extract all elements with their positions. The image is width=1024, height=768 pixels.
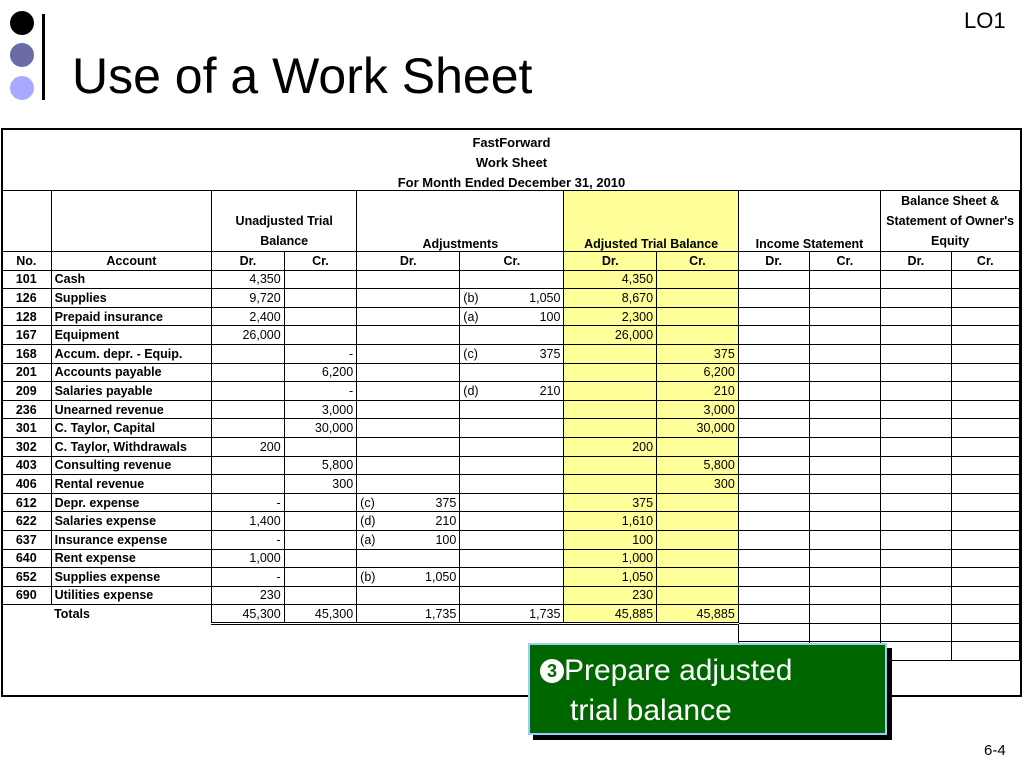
row-adj-cr [460, 382, 564, 401]
row-bs-cr [951, 289, 1019, 308]
row-is-cr [809, 344, 881, 363]
row-bs-dr [881, 363, 951, 382]
totals-adj-cr: 1,735 [460, 605, 564, 624]
row-ut-dr: - [212, 493, 284, 512]
row-adj-dr [357, 270, 460, 289]
row-adj-dr [357, 586, 460, 605]
row-no: 236 [2, 400, 52, 419]
col-adj-dr: Dr. [357, 252, 460, 271]
row-at-dr: 1,610 [564, 512, 657, 531]
col-ut-dr: Dr. [212, 252, 284, 271]
table-row [2, 475, 1020, 494]
row-account: Rental revenue [51, 475, 212, 494]
row-ut-cr [284, 549, 356, 568]
row-is-cr [809, 270, 881, 289]
row-ut-cr: 5,800 [284, 456, 356, 475]
row-account: Utilities expense [51, 586, 212, 605]
totals-row [2, 605, 1020, 624]
row-is-dr [738, 344, 809, 363]
adjustment-amount: 375 [435, 495, 457, 510]
row-is-cr [809, 475, 881, 494]
adjustment-ref: (a) [463, 309, 479, 324]
totals-adj-dr: 1,735 [357, 605, 460, 624]
row-bs-dr [881, 568, 951, 587]
company-name: FastForward [472, 135, 551, 150]
row-no: 209 [2, 382, 52, 401]
row-at-cr: 6,200 [657, 363, 739, 382]
table-row [2, 382, 1020, 401]
col-no: No. [2, 252, 52, 271]
adjustment-amount: 210 [539, 383, 561, 398]
row-adj-dr [357, 456, 460, 475]
row-ut-cr: 3,000 [284, 400, 356, 419]
row-no: 168 [2, 344, 52, 363]
worksheet [1, 128, 1022, 697]
row-account: Accum. depr. - Equip. [51, 344, 212, 363]
row-no: 637 [2, 530, 52, 549]
row-is-dr [738, 586, 809, 605]
row-at-cr [657, 549, 739, 568]
row-adj-dr [357, 400, 460, 419]
row-ut-dr: 1,400 [212, 512, 284, 531]
row-bs-dr [881, 419, 951, 438]
row-ut-cr: 30,000 [284, 419, 356, 438]
row-bs-cr [951, 456, 1019, 475]
row-is-cr [809, 456, 881, 475]
row-ut-cr [284, 530, 356, 549]
col-at-cr: Cr. [657, 252, 739, 271]
col-adj-cr: Cr. [460, 252, 564, 271]
worksheet-table [1, 190, 1020, 661]
row-account: Supplies [51, 289, 212, 308]
row-is-cr [809, 400, 881, 419]
table-row [2, 326, 1020, 345]
row-no: 126 [2, 289, 52, 308]
row-bs-cr [951, 363, 1019, 382]
totals-at-cr: 45,885 [657, 605, 739, 624]
row-no: 301 [2, 419, 52, 438]
row-no: 128 [2, 307, 52, 326]
row-is-dr [738, 493, 809, 512]
row-bs-cr [951, 586, 1019, 605]
row-account: C. Taylor, Withdrawals [51, 437, 212, 456]
row-adj-dr [357, 475, 460, 494]
row-adj-cr [460, 437, 564, 456]
table-row [2, 289, 1020, 308]
row-adj-cr [460, 363, 564, 382]
totals-bs-dr [881, 605, 951, 624]
row-is-cr [809, 326, 881, 345]
row-no: 652 [2, 568, 52, 587]
row-account: Salaries expense [51, 512, 212, 531]
row-adj-dr [357, 530, 460, 549]
section-balance: Balance Sheet & Statement of Owner's Equity [881, 191, 1020, 252]
row-at-dr: 230 [564, 586, 657, 605]
row-account: Salaries payable [51, 382, 212, 401]
row-is-dr [738, 289, 809, 308]
adjustment-ref: (d) [360, 514, 376, 529]
row-at-cr [657, 270, 739, 289]
row-no: 406 [2, 475, 52, 494]
row-adj-dr [357, 419, 460, 438]
row-is-cr [809, 512, 881, 531]
row-at-dr [564, 419, 657, 438]
col-is-dr: Dr. [738, 252, 809, 271]
row-is-dr [738, 382, 809, 401]
row-at-dr: 26,000 [564, 326, 657, 345]
row-ut-dr: - [212, 530, 284, 549]
row-no: 612 [2, 493, 52, 512]
row-at-dr: 2,300 [564, 307, 657, 326]
worksheet-rows [2, 270, 1020, 605]
row-at-cr [657, 530, 739, 549]
row-is-cr [809, 586, 881, 605]
row-at-dr: 1,050 [564, 568, 657, 587]
row-adj-cr [460, 549, 564, 568]
row-no: 690 [2, 586, 52, 605]
row-account: Equipment [51, 326, 212, 345]
table-row [2, 363, 1020, 382]
row-bs-dr [881, 456, 951, 475]
row-adj-cr [460, 344, 564, 363]
row-ut-dr [212, 344, 284, 363]
row-is-cr [809, 382, 881, 401]
row-at-dr: 4,350 [564, 270, 657, 289]
row-at-dr [564, 344, 657, 363]
row-adj-dr [357, 512, 460, 531]
section-adjusted: Adjusted Trial Balance [564, 191, 738, 252]
row-account: Cash [51, 270, 212, 289]
row-bs-cr [951, 549, 1019, 568]
row-at-cr: 30,000 [657, 419, 739, 438]
row-adj-dr [357, 568, 460, 587]
row-adj-cr [460, 493, 564, 512]
row-at-cr: 5,800 [657, 456, 739, 475]
row-bs-dr [881, 382, 951, 401]
row-bs-cr [951, 493, 1019, 512]
section-income: Income Statement [738, 191, 880, 252]
row-at-cr [657, 437, 739, 456]
row-account: Supplies expense [51, 568, 212, 587]
row-bs-dr [881, 475, 951, 494]
row-is-dr [738, 512, 809, 531]
table-row [2, 400, 1020, 419]
row-at-cr: 210 [657, 382, 739, 401]
row-at-dr [564, 382, 657, 401]
row-at-cr: 375 [657, 344, 739, 363]
row-is-dr [738, 363, 809, 382]
row-at-cr [657, 307, 739, 326]
table-row [2, 437, 1020, 456]
row-ut-cr: - [284, 382, 356, 401]
row-ut-cr [284, 568, 356, 587]
row-no: 622 [2, 512, 52, 531]
row-bs-dr [881, 270, 951, 289]
row-bs-dr [881, 512, 951, 531]
row-adj-dr [357, 326, 460, 345]
row-is-dr [738, 307, 809, 326]
row-at-cr [657, 326, 739, 345]
table-row [2, 549, 1020, 568]
table-row [2, 493, 1020, 512]
row-bs-cr [951, 307, 1019, 326]
title-divider [42, 14, 45, 100]
slide-title: Use of a Work Sheet [72, 48, 533, 104]
worksheet-heading [3, 130, 1020, 193]
row-adj-cr [460, 456, 564, 475]
row-is-cr [809, 419, 881, 438]
row-adj-dr [357, 289, 460, 308]
table-row [2, 307, 1020, 326]
row-no: 201 [2, 363, 52, 382]
row-adj-cr [460, 289, 564, 308]
row-ut-cr: 6,200 [284, 363, 356, 382]
row-is-cr [809, 549, 881, 568]
row-at-dr [564, 363, 657, 382]
adjustment-ref: (c) [360, 495, 375, 510]
row-at-dr: 8,670 [564, 289, 657, 308]
row-account: Depr. expense [51, 493, 212, 512]
row-ut-cr [284, 586, 356, 605]
totals-is-cr [809, 605, 881, 624]
row-ut-dr [212, 456, 284, 475]
row-ut-cr [284, 270, 356, 289]
row-ut-dr: - [212, 568, 284, 587]
row-bs-cr [951, 475, 1019, 494]
table-row [2, 530, 1020, 549]
row-at-cr [657, 586, 739, 605]
row-is-dr [738, 437, 809, 456]
row-account: Rent expense [51, 549, 212, 568]
row-at-cr [657, 493, 739, 512]
section-unadjusted: Unadjusted Trial Balance [212, 191, 357, 252]
row-is-dr [738, 568, 809, 587]
row-at-cr [657, 568, 739, 587]
table-row [2, 270, 1020, 289]
learning-objective-label: LO1 [964, 8, 1006, 33]
row-bs-dr [881, 530, 951, 549]
callout-box [528, 643, 887, 735]
row-ut-dr: 2,400 [212, 307, 284, 326]
col-account: Account [51, 252, 212, 271]
row-adj-cr [460, 568, 564, 587]
row-no: 403 [2, 456, 52, 475]
col-is-cr: Cr. [809, 252, 881, 271]
row-adj-cr [460, 530, 564, 549]
row-ut-dr [212, 382, 284, 401]
worksheet-period: For Month Ended December 31, 2010 [397, 175, 626, 190]
row-ut-cr [284, 493, 356, 512]
row-bs-cr [951, 512, 1019, 531]
bullet-dot-lavender [10, 76, 34, 100]
row-at-dr [564, 475, 657, 494]
row-adj-cr [460, 270, 564, 289]
table-row [2, 456, 1020, 475]
adjustment-amount: 100 [435, 532, 457, 547]
totals-is-dr [738, 605, 809, 624]
row-bs-dr [881, 400, 951, 419]
row-ut-cr: 300 [284, 475, 356, 494]
bullet-dot-purple [10, 43, 34, 67]
row-no: 167 [2, 326, 52, 345]
callout-text-line1: Prepare adjusted [564, 654, 793, 687]
totals-bs-cr [951, 605, 1019, 624]
row-at-dr: 375 [564, 493, 657, 512]
row-account: Consulting revenue [51, 456, 212, 475]
adjustment-amount: 375 [539, 346, 561, 361]
adjustment-amount: 210 [435, 514, 457, 529]
row-bs-cr [951, 270, 1019, 289]
row-ut-dr [212, 400, 284, 419]
row-bs-dr [881, 493, 951, 512]
row-ut-dr [212, 475, 284, 494]
totals-ut-cr: 45,300 [284, 605, 356, 624]
row-adj-cr [460, 307, 564, 326]
row-account: Insurance expense [51, 530, 212, 549]
row-ut-dr: 200 [212, 437, 284, 456]
row-adj-cr [460, 326, 564, 345]
row-ut-cr [284, 512, 356, 531]
column-header-row [2, 252, 1020, 271]
row-bs-cr [951, 568, 1019, 587]
row-is-cr [809, 289, 881, 308]
row-is-dr [738, 549, 809, 568]
row-adj-dr [357, 493, 460, 512]
row-bs-dr [881, 586, 951, 605]
row-bs-cr [951, 400, 1019, 419]
row-at-dr: 1,000 [564, 549, 657, 568]
row-ut-dr: 9,720 [212, 289, 284, 308]
callout-text-line2: trial balance [570, 694, 732, 727]
row-at-dr: 200 [564, 437, 657, 456]
row-adj-cr [460, 419, 564, 438]
adjustment-amount: 100 [539, 309, 561, 324]
row-account: Prepaid insurance [51, 307, 212, 326]
row-adj-cr [460, 475, 564, 494]
adjustment-ref: (c) [463, 346, 478, 361]
row-bs-cr [951, 344, 1019, 363]
adjustment-ref: (b) [463, 290, 479, 305]
row-is-dr [738, 326, 809, 345]
section-adjustments: Adjustments [357, 191, 564, 252]
totals-label: Totals [54, 607, 90, 622]
blank-row [2, 623, 1020, 642]
row-is-dr [738, 530, 809, 549]
totals-at-dr: 45,885 [564, 605, 657, 624]
row-bs-cr [951, 530, 1019, 549]
col-ut-cr: Cr. [284, 252, 356, 271]
row-bs-dr [881, 326, 951, 345]
row-adj-cr [460, 586, 564, 605]
row-ut-dr: 1,000 [212, 549, 284, 568]
row-bs-dr [881, 344, 951, 363]
row-ut-cr: - [284, 344, 356, 363]
page-number: 6-4 [984, 742, 1006, 759]
row-is-cr [809, 493, 881, 512]
row-adj-dr [357, 382, 460, 401]
row-adj-dr [357, 307, 460, 326]
col-bs-cr: Cr. [951, 252, 1019, 271]
row-ut-cr [284, 437, 356, 456]
row-account: Accounts payable [51, 363, 212, 382]
row-bs-cr [951, 326, 1019, 345]
row-adj-cr [460, 400, 564, 419]
row-adj-cr [460, 512, 564, 531]
row-at-dr: 100 [564, 530, 657, 549]
row-no: 302 [2, 437, 52, 456]
row-ut-dr: 4,350 [212, 270, 284, 289]
row-is-cr [809, 568, 881, 587]
row-is-cr [809, 530, 881, 549]
row-bs-cr [951, 382, 1019, 401]
row-bs-cr [951, 419, 1019, 438]
row-at-cr: 300 [657, 475, 739, 494]
row-bs-dr [881, 307, 951, 326]
row-is-cr [809, 363, 881, 382]
row-adj-dr [357, 344, 460, 363]
adjustment-amount: 1,050 [529, 290, 561, 305]
table-row [2, 512, 1020, 531]
table-row [2, 344, 1020, 363]
adjustment-amount: 1,050 [425, 569, 457, 584]
adjustment-ref: (b) [360, 569, 376, 584]
row-adj-dr [357, 363, 460, 382]
col-bs-dr: Dr. [881, 252, 951, 271]
totals-ut-dr: 45,300 [212, 605, 284, 624]
row-adj-dr [357, 549, 460, 568]
row-adj-dr [357, 437, 460, 456]
adjustment-ref: (a) [360, 532, 376, 547]
row-is-cr [809, 307, 881, 326]
row-bs-cr [951, 437, 1019, 456]
row-at-cr [657, 289, 739, 308]
row-ut-dr [212, 363, 284, 382]
row-is-dr [738, 270, 809, 289]
table-row [2, 568, 1020, 587]
worksheet-name: Work Sheet [475, 155, 548, 170]
row-ut-cr [284, 289, 356, 308]
row-ut-dr [212, 419, 284, 438]
row-is-dr [738, 400, 809, 419]
row-no: 101 [2, 270, 52, 289]
row-at-dr [564, 456, 657, 475]
table-row [2, 419, 1020, 438]
row-ut-cr [284, 307, 356, 326]
table-row [2, 586, 1020, 605]
bullet-dot-black [10, 11, 34, 35]
row-account: C. Taylor, Capital [51, 419, 212, 438]
adjustment-ref: (d) [463, 383, 479, 398]
row-bs-dr [881, 437, 951, 456]
row-is-dr [738, 456, 809, 475]
row-is-dr [738, 475, 809, 494]
row-ut-dr: 230 [212, 586, 284, 605]
row-is-dr [738, 419, 809, 438]
row-at-cr [657, 512, 739, 531]
row-is-cr [809, 437, 881, 456]
row-bs-dr [881, 549, 951, 568]
row-at-cr: 3,000 [657, 400, 739, 419]
row-bs-dr [881, 289, 951, 308]
row-at-dr [564, 400, 657, 419]
row-ut-cr [284, 326, 356, 345]
row-account: Unearned revenue [51, 400, 212, 419]
row-no: 640 [2, 549, 52, 568]
col-at-dr: Dr. [564, 252, 657, 271]
step-number-icon: 3 [540, 659, 564, 683]
row-ut-dr: 26,000 [212, 326, 284, 345]
